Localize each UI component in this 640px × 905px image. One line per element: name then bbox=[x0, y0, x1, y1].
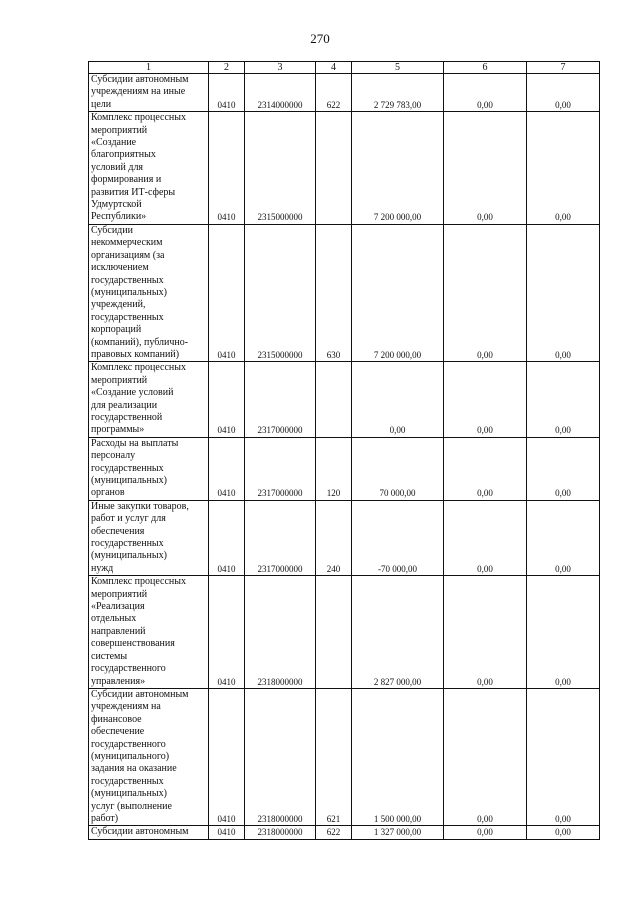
row-name-line: Республики» bbox=[91, 211, 147, 223]
column-header-4: 4 bbox=[316, 62, 352, 74]
amount: 7 200 000,00 bbox=[352, 224, 444, 361]
row-name bbox=[89, 500, 209, 575]
row-name-line: государственных bbox=[91, 775, 164, 787]
row-name bbox=[89, 362, 209, 437]
row-name-line: совершенствования bbox=[91, 638, 175, 650]
row-name-line: исключением bbox=[91, 262, 149, 274]
row-name-line: правовых компаний) bbox=[91, 348, 180, 360]
row-name bbox=[89, 224, 209, 361]
target-article: 2317000000 bbox=[245, 437, 316, 500]
amount: 2 827 000,00 bbox=[352, 576, 444, 689]
row-name-line: учреждениям на иные bbox=[91, 86, 186, 98]
value-col7: 0,00 bbox=[527, 437, 600, 500]
row-name-line: развития ИТ-сферы bbox=[91, 186, 176, 198]
row-name-line: Субсидии автономным bbox=[91, 826, 189, 838]
row-name-line: государственных bbox=[91, 274, 164, 286]
value-col7: 0,00 bbox=[527, 224, 600, 361]
row-name bbox=[89, 112, 209, 225]
value-col6: 0,00 bbox=[444, 500, 527, 575]
value-col6: 0,00 bbox=[444, 437, 527, 500]
row-name-line: мероприятий bbox=[91, 124, 148, 136]
table-row bbox=[89, 576, 600, 689]
row-name-line: (муниципальных) bbox=[91, 475, 167, 486]
row-name-line: работ и услуг для bbox=[91, 513, 166, 525]
expense-type bbox=[316, 362, 352, 437]
row-name-line: некоммерческим bbox=[91, 237, 163, 249]
row-name-line: задания на оказание bbox=[91, 763, 177, 775]
row-name-line: Субсидии автономным bbox=[91, 688, 189, 700]
row-name-line: (муниципальных) bbox=[91, 788, 167, 800]
target-article: 2315000000 bbox=[245, 224, 316, 361]
row-name-line: (муниципальных) bbox=[91, 550, 167, 562]
row-name-line: управления» bbox=[91, 675, 146, 687]
amount: 0,00 bbox=[352, 362, 444, 437]
row-name-line: корпораций bbox=[91, 324, 142, 336]
table-body bbox=[89, 74, 600, 840]
section-code: 0410 bbox=[209, 112, 245, 225]
row-name-line: системы bbox=[91, 650, 128, 662]
target-article: 2314000000 bbox=[245, 74, 316, 112]
section-code: 0410 bbox=[209, 826, 245, 839]
table-row bbox=[89, 437, 600, 500]
value-col7: 0,00 bbox=[527, 826, 600, 839]
amount: 70 000,00 bbox=[352, 437, 444, 500]
row-name-line: органов bbox=[91, 487, 125, 499]
row-name-line: «Создание условий bbox=[91, 387, 174, 399]
value-col7: 0,00 bbox=[527, 576, 600, 689]
row-name-line: государственных bbox=[91, 538, 164, 550]
value-col7: 0,00 bbox=[527, 74, 600, 112]
amount: -70 000,00 bbox=[352, 500, 444, 575]
row-name-line: учреждениям на bbox=[91, 701, 161, 713]
row-name-line: государственного bbox=[91, 738, 166, 750]
expense-type bbox=[316, 576, 352, 689]
amount: 1 327 000,00 bbox=[352, 826, 444, 839]
row-name-line: условий для bbox=[91, 161, 144, 173]
expense-type bbox=[316, 112, 352, 225]
row-name-line: учреждений, bbox=[91, 299, 146, 311]
value-col6: 0,00 bbox=[444, 688, 527, 825]
section-code: 0410 bbox=[209, 576, 245, 689]
target-article: 2318000000 bbox=[245, 576, 316, 689]
row-name bbox=[89, 437, 209, 500]
section-code: 0410 bbox=[209, 500, 245, 575]
column-header-1: 1 bbox=[89, 62, 209, 74]
target-article: 2315000000 bbox=[245, 112, 316, 225]
row-name-line: программы» bbox=[91, 424, 145, 436]
budget-table bbox=[88, 61, 600, 840]
row-name-line: формирования и bbox=[91, 174, 162, 186]
row-name-line: благоприятных bbox=[91, 149, 156, 161]
row-name bbox=[89, 826, 209, 839]
target-article: 2318000000 bbox=[245, 826, 316, 839]
value-col6: 0,00 bbox=[444, 74, 527, 112]
column-header-3: 3 bbox=[245, 62, 316, 74]
row-name-line: финансовое bbox=[91, 713, 142, 725]
row-name-line: (муниципальных) bbox=[91, 286, 167, 298]
value-col6: 0,00 bbox=[444, 826, 527, 839]
row-name-line: работ) bbox=[91, 812, 119, 824]
amount: 2 729 783,00 bbox=[352, 74, 444, 112]
row-name-line: Расходы на выплаты bbox=[91, 437, 179, 449]
target-article: 2317000000 bbox=[245, 362, 316, 437]
target-article: 2318000000 bbox=[245, 688, 316, 825]
expense-type: 621 bbox=[316, 688, 352, 825]
table-row bbox=[89, 74, 600, 112]
row-name-line: (компаний), публично- bbox=[91, 336, 189, 348]
amount: 1 500 000,00 bbox=[352, 688, 444, 825]
row-name-line: государственного bbox=[91, 663, 166, 675]
row-name-line: направлений bbox=[91, 625, 146, 637]
row-name-line: государственной bbox=[91, 411, 163, 423]
row-name-line: Комплекс процессных bbox=[91, 362, 186, 374]
section-code: 0410 bbox=[209, 74, 245, 112]
value-col6: 0,00 bbox=[444, 576, 527, 689]
row-name bbox=[89, 576, 209, 689]
row-name-line: для реализации bbox=[91, 399, 158, 411]
value-col7: 0,00 bbox=[527, 362, 600, 437]
page-number: 270 bbox=[310, 31, 330, 46]
row-name-line: «Реализация bbox=[91, 601, 145, 613]
row-name-line: обеспечение bbox=[91, 726, 145, 738]
section-code: 0410 bbox=[209, 362, 245, 437]
column-header-5: 5 bbox=[352, 62, 444, 74]
expense-type: 240 bbox=[316, 500, 352, 575]
section-code: 0410 bbox=[209, 224, 245, 361]
expense-type: 622 bbox=[316, 74, 352, 112]
row-name-line: мероприятий bbox=[91, 374, 148, 386]
row-name-line: Субсидии bbox=[91, 224, 133, 236]
row-name-line: (муниципального) bbox=[91, 750, 170, 762]
row-name-line: «Создание bbox=[91, 137, 137, 149]
target-article: 2317000000 bbox=[245, 500, 316, 575]
row-name-line: отдельных bbox=[91, 613, 137, 625]
table-row bbox=[89, 826, 600, 839]
amount: 7 200 000,00 bbox=[352, 112, 444, 225]
row-name-line: мероприятий bbox=[91, 588, 148, 600]
row-name-line: нужд bbox=[91, 562, 114, 574]
value-col7: 0,00 bbox=[527, 688, 600, 825]
section-code: 0410 bbox=[209, 688, 245, 825]
row-name-line: Субсидии автономным bbox=[91, 74, 189, 85]
expense-type: 120 bbox=[316, 437, 352, 500]
value-col6: 0,00 bbox=[444, 224, 527, 361]
table-row bbox=[89, 112, 600, 225]
table-row bbox=[89, 224, 600, 361]
row-name bbox=[89, 688, 209, 825]
value-col6: 0,00 bbox=[444, 112, 527, 225]
row-name-line: персоналу bbox=[91, 450, 136, 462]
section-code: 0410 bbox=[209, 437, 245, 500]
row-name-line: организациям (за bbox=[91, 249, 165, 261]
expense-type: 630 bbox=[316, 224, 352, 361]
row-name bbox=[89, 74, 209, 112]
table-row bbox=[89, 500, 600, 575]
value-col6: 0,00 bbox=[444, 362, 527, 437]
row-name-line: Комплекс процессных bbox=[91, 576, 186, 588]
expense-type: 622 bbox=[316, 826, 352, 839]
row-name-line: цели bbox=[91, 98, 112, 110]
table-row bbox=[89, 362, 600, 437]
header-row bbox=[89, 62, 600, 74]
table-row bbox=[89, 688, 600, 825]
row-name-line: государственных bbox=[91, 462, 164, 474]
value-col7: 0,00 bbox=[527, 112, 600, 225]
row-name-line: государственных bbox=[91, 311, 164, 323]
column-header-7: 7 bbox=[527, 62, 600, 74]
row-name-line: услуг (выполнение bbox=[91, 800, 172, 812]
row-name-line: Удмуртской bbox=[91, 199, 142, 211]
column-header-6: 6 bbox=[444, 62, 527, 74]
row-name-line: Иные закупки товаров, bbox=[91, 500, 189, 512]
row-name-line: обеспечения bbox=[91, 525, 145, 537]
column-header-2: 2 bbox=[209, 62, 245, 74]
row-name-line: Комплекс процессных bbox=[91, 112, 186, 124]
value-col7: 0,00 bbox=[527, 500, 600, 575]
